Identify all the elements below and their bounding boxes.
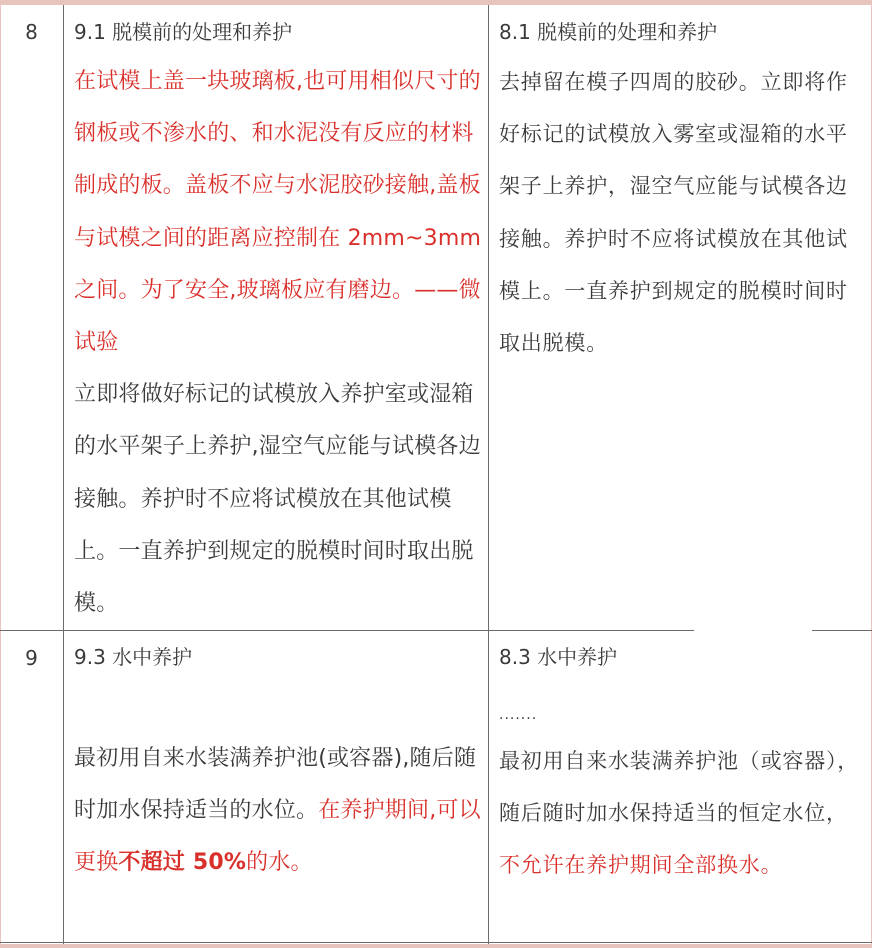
table-left-border [0, 5, 1, 948]
clause-body [499, 735, 861, 892]
highlighted-text-end: 的水。 [246, 850, 313, 876]
body-text: 去掉留在模子四周的胶砂。立即将作好标记的试模放入雾室或湿箱的水平架子上养护，湿空气应能与试模各边接触。养护时不应将试模放在其他试模上。一直养护到规定的脱模时间时取出脱模。 [499, 70, 848, 356]
clause-heading: 8.1 脱模前的处理和养护 [499, 20, 718, 44]
row-number: 8 [25, 20, 38, 44]
column-divider-1 [63, 5, 64, 948]
body-text: 最初用自来水装满养护池(或容器),随后随时加水保持适当的水位。 [74, 746, 477, 824]
clause-heading: 8.3 水中养护 [499, 645, 618, 669]
highlighted-bold-text: 不超过 50% [118, 850, 247, 876]
body-text: 最初用自来水装满养护池（或容器），随后随时加水保持适当的恒定水位， [499, 749, 860, 826]
clause-heading: 9.1 脱模前的处理和养护 [74, 20, 293, 44]
row-divider-end [812, 630, 872, 631]
body-text: 立即将做好标记的试模放入养护室或湿箱的水平架子上养护,湿空气应能与试模各边接触。养护时不应将试模放在其他试模上。一直养护到规定的脱模时间时取出脱模。 [74, 382, 481, 617]
ellipsis: ....... [499, 707, 538, 723]
old-standard-cell [499, 12, 861, 369]
clause-heading: 9.3 水中养护 [74, 645, 193, 669]
row-divider-bottom [0, 942, 872, 943]
row-number: 9 [25, 646, 38, 670]
highlighted-text: 在试模上盖一块玻璃板,也可用相似尺寸的钢板或不渗水的、和水泥没有反应的材料制成的板。盖板不应与水泥胶砂接触,盖板与试模之间的距离应控制在 2mm~3mm 之间。为了安全,玻璃板应有磨边。——微试验 [74, 69, 482, 356]
clause-body [74, 733, 484, 890]
new-standard-cell [74, 637, 484, 890]
old-standard-cell [499, 637, 861, 892]
table-top-border [0, 0, 872, 5]
table-bottom-strip [0, 944, 872, 948]
highlighted-text: 在养护期间,可以更换 [74, 798, 481, 876]
new-standard-cell [74, 12, 484, 630]
column-divider-2 [488, 5, 489, 948]
clause-body [74, 56, 484, 630]
highlighted-text: 不允许在养护期间全部换水。 [499, 853, 783, 878]
